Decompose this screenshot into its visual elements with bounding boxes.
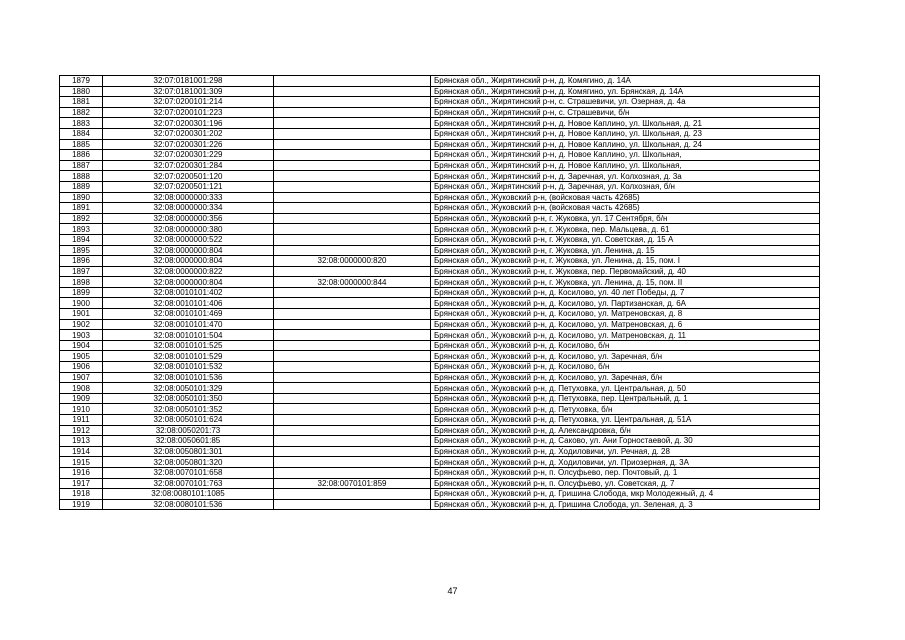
row-number: 1909 — [60, 393, 103, 404]
cadastral-number: 32:07:0200301:284 — [103, 160, 274, 171]
table-row — [60, 160, 820, 171]
row-number: 1906 — [60, 362, 103, 373]
address: Брянская обл., Жуковский р-н, п. Олсуфьево, ул. Советская, д. 7 — [431, 478, 820, 489]
table-row — [60, 467, 820, 478]
related-cadastral-number — [274, 415, 431, 426]
related-cadastral-number — [274, 128, 431, 139]
address: Брянская обл., Жуковский р-н, г. Жуковка, ул. Советская, д. 15 А — [431, 234, 820, 245]
cadastral-number: 32:08:0010101:529 — [103, 351, 274, 362]
related-cadastral-number — [274, 436, 431, 447]
cadastral-number: 32:08:0000000:804 — [103, 245, 274, 256]
row-number: 1911 — [60, 415, 103, 426]
table-row — [60, 86, 820, 97]
row-number: 1883 — [60, 118, 103, 129]
related-cadastral-number — [274, 383, 431, 394]
related-cadastral-number — [274, 372, 431, 383]
row-number: 1898 — [60, 277, 103, 288]
related-cadastral-number — [274, 266, 431, 277]
address: Брянская обл., Жирятинский р-н, д. Новое Каплино, ул. Школьная, — [431, 150, 820, 161]
cadastral-number: 32:07:0181001:298 — [103, 76, 274, 87]
cadastral-number: 32:08:0000000:804 — [103, 277, 274, 288]
table-row — [60, 192, 820, 203]
row-number: 1910 — [60, 404, 103, 415]
related-cadastral-number — [274, 404, 431, 415]
cadastral-number: 32:08:0000000:333 — [103, 192, 274, 203]
related-cadastral-number — [274, 118, 431, 129]
table-row — [60, 436, 820, 447]
row-number: 1889 — [60, 181, 103, 192]
table-row — [60, 287, 820, 298]
row-number: 1918 — [60, 489, 103, 500]
cadastral-number: 32:08:0070101:763 — [103, 478, 274, 489]
cadastral-number: 32:08:0050201:73 — [103, 425, 274, 436]
cadastral-number: 32:08:0000000:804 — [103, 256, 274, 267]
row-number: 1896 — [60, 256, 103, 267]
address: Брянская обл., Жуковский р-н, д. Ходиловичи, ул. Речная, д. 28 — [431, 446, 820, 457]
address: Брянская обл., Жирятинский р-н, д. Новое Каплино, ул. Школьная, — [431, 160, 820, 171]
related-cadastral-number — [274, 425, 431, 436]
table-row — [60, 203, 820, 214]
table-row — [60, 330, 820, 341]
address: Брянская обл., Жирятинский р-н, д. Новое Каплино, ул. Школьная, д. 24 — [431, 139, 820, 150]
row-number: 1905 — [60, 351, 103, 362]
address: Брянская обл., Жуковский р-н, д. Косилово, ул. Партизанская, д. 6А — [431, 298, 820, 309]
address: Брянская обл., Жирятинский р-н, д. Заречная, ул. Колхозная, д. 3а — [431, 171, 820, 182]
cadastral-number: 32:07:0181001:309 — [103, 86, 274, 97]
address: Брянская обл., Жуковский р-н, д. Косилово, ул. Заречная, б/н — [431, 372, 820, 383]
row-number: 1902 — [60, 319, 103, 330]
related-cadastral-number — [274, 234, 431, 245]
cadastral-number: 32:08:0000000:380 — [103, 224, 274, 235]
row-number: 1912 — [60, 425, 103, 436]
table-row — [60, 415, 820, 426]
related-cadastral-number — [274, 330, 431, 341]
address: Брянская обл., Жуковский р-н, п. Олсуфьево, пер. Почтовый, д. 1 — [431, 467, 820, 478]
cadastral-number: 32:08:0050101:350 — [103, 393, 274, 404]
address: Брянская обл., Жуковский р-н, г. Жуковка, ул. 17 Сентября, б/н — [431, 213, 820, 224]
address: Брянская обл., Жирятинский р-н, д. Новое Каплино, ул. Школьная, д. 21 — [431, 118, 820, 129]
related-cadastral-number — [274, 107, 431, 118]
row-number: 1916 — [60, 467, 103, 478]
cadastral-number: 32:08:0080101:536 — [103, 499, 274, 510]
cadastral-number: 32:08:0070101:658 — [103, 467, 274, 478]
address: Брянская обл., Жуковский р-н, д. Петуховка, пер. Центральный, д. 1 — [431, 393, 820, 404]
related-cadastral-number — [274, 309, 431, 320]
table-row — [60, 457, 820, 468]
cadastral-number: 32:07:0200301:196 — [103, 118, 274, 129]
cadastral-number: 32:07:0200101:214 — [103, 97, 274, 108]
row-number: 1919 — [60, 499, 103, 510]
address: Брянская обл., Жуковский р-н, г. Жуковка, ул. Ленина, д. 15, пом. I — [431, 256, 820, 267]
row-number: 1907 — [60, 372, 103, 383]
table-row — [60, 478, 820, 489]
table-row — [60, 393, 820, 404]
cadastral-number: 32:08:0010101:536 — [103, 372, 274, 383]
address: Брянская обл., Жуковский р-н, д. Саково, ул. Ани Горностаевой, д. 30 — [431, 436, 820, 447]
cadastral-number: 32:08:0050601:85 — [103, 436, 274, 447]
cadastral-number: 32:07:0200501:121 — [103, 181, 274, 192]
table-row — [60, 128, 820, 139]
table-row — [60, 181, 820, 192]
cadastral-number: 32:08:0010101:402 — [103, 287, 274, 298]
address: Брянская обл., Жуковский р-н, г. Жуковка, ул. Ленина, д. 15, пом. II — [431, 277, 820, 288]
related-cadastral-number — [274, 150, 431, 161]
table-row — [60, 298, 820, 309]
related-cadastral-number — [274, 489, 431, 500]
address: Брянская обл., Жуковский р-н, д. Ходиловичи, ул. Приозерная, д. 3А — [431, 457, 820, 468]
related-cadastral-number — [274, 362, 431, 373]
related-cadastral-number: 32:08:0000000:844 — [274, 277, 431, 288]
row-number: 1894 — [60, 234, 103, 245]
table-row — [60, 213, 820, 224]
related-cadastral-number — [274, 224, 431, 235]
related-cadastral-number — [274, 393, 431, 404]
row-number: 1880 — [60, 86, 103, 97]
cadastral-number: 32:07:0200301:202 — [103, 128, 274, 139]
cadastral-number: 32:08:0050101:624 — [103, 415, 274, 426]
related-cadastral-number — [274, 97, 431, 108]
table-row — [60, 139, 820, 150]
row-number: 1903 — [60, 330, 103, 341]
table-row — [60, 234, 820, 245]
related-cadastral-number — [274, 245, 431, 256]
table-row — [60, 351, 820, 362]
row-number: 1899 — [60, 287, 103, 298]
related-cadastral-number — [274, 340, 431, 351]
row-number: 1890 — [60, 192, 103, 203]
related-cadastral-number — [274, 86, 431, 97]
related-cadastral-number — [274, 171, 431, 182]
address: Брянская обл., Жирятинский р-н, с. Страшевичи, б/н — [431, 107, 820, 118]
row-number: 1885 — [60, 139, 103, 150]
related-cadastral-number — [274, 139, 431, 150]
table-row — [60, 499, 820, 510]
address: Брянская обл., Жуковский р-н, д. Косилово, ул. 40 лет Победы, д. 7 — [431, 287, 820, 298]
address: Брянская обл., Жуковский р-н, д. Косилово, ул. Матреновская, д. 6 — [431, 319, 820, 330]
address: Брянская обл., Жуковский р-н, д. Гришина Слобода, мкр Молодежный, д. 4 — [431, 489, 820, 500]
address: Брянская обл., Жирятинский р-н, д. Новое Каплино, ул. Школьная, д. 23 — [431, 128, 820, 139]
registry-table-body — [60, 76, 820, 510]
address: Брянская обл., Жуковский р-н, г. Жуковка, пер. Первомайский, д. 40 — [431, 266, 820, 277]
related-cadastral-number — [274, 446, 431, 457]
table-row — [60, 76, 820, 87]
row-number: 1886 — [60, 150, 103, 161]
related-cadastral-number — [274, 76, 431, 87]
address: Брянская обл., Жуковский р-н, д. Гришина Слобода, ул. Зеленая, д. 3 — [431, 499, 820, 510]
page-number: 47 — [447, 586, 458, 596]
cadastral-number: 32:08:0010101:469 — [103, 309, 274, 320]
table-row — [60, 309, 820, 320]
address: Брянская обл., Жуковский р-н, д. Петуховка, б/н — [431, 404, 820, 415]
address: Брянская обл., Жуковский р-н, д. Петуховка, ул. Центральная, д. 50 — [431, 383, 820, 394]
row-number: 1900 — [60, 298, 103, 309]
cadastral-number: 32:08:0000000:334 — [103, 203, 274, 214]
row-number: 1879 — [60, 76, 103, 87]
related-cadastral-number — [274, 351, 431, 362]
table-row — [60, 425, 820, 436]
cadastral-number: 32:08:0010101:525 — [103, 340, 274, 351]
address: Брянская обл., Жуковский р-н, д. Косилово, ул. Матреновская, д. 11 — [431, 330, 820, 341]
table-row — [60, 107, 820, 118]
row-number: 1891 — [60, 203, 103, 214]
address: Брянская обл., Жуковский р-н, (войсковая часть 42685) — [431, 203, 820, 214]
cadastral-number: 32:08:0010101:504 — [103, 330, 274, 341]
related-cadastral-number — [274, 192, 431, 203]
cadastral-number: 32:08:0010101:470 — [103, 319, 274, 330]
related-cadastral-number — [274, 319, 431, 330]
address: Брянская обл., Жирятинский р-н, д. Комягино, д. 14А — [431, 76, 820, 87]
table-row — [60, 372, 820, 383]
table-row — [60, 245, 820, 256]
related-cadastral-number — [274, 298, 431, 309]
row-number: 1915 — [60, 457, 103, 468]
address: Брянская обл., Жуковский р-н, г. Жуковка, пер. Мальцева, д. 61 — [431, 224, 820, 235]
address: Брянская обл., Жуковский р-н, д. Косилово, б/н — [431, 362, 820, 373]
related-cadastral-number — [274, 287, 431, 298]
address: Брянская обл., Жуковский р-н, д. Косилово, ул. Заречная, б/н — [431, 351, 820, 362]
table-row — [60, 256, 820, 267]
table-row — [60, 383, 820, 394]
row-number: 1904 — [60, 340, 103, 351]
cadastral-number: 32:08:0050101:329 — [103, 383, 274, 394]
table-row — [60, 489, 820, 500]
table-row — [60, 362, 820, 373]
cadastral-number: 32:08:0000000:522 — [103, 234, 274, 245]
cadastral-number: 32:08:0000000:356 — [103, 213, 274, 224]
address: Брянская обл., Жирятинский р-н, с. Страшевичи, ул. Озерная, д. 4а — [431, 97, 820, 108]
address: Брянская обл., Жуковский р-н, д. Косилово, ул. Матреновская, д. 8 — [431, 309, 820, 320]
table-row — [60, 404, 820, 415]
cadastral-number: 32:08:0010101:406 — [103, 298, 274, 309]
table-row — [60, 150, 820, 161]
table-row — [60, 277, 820, 288]
table-row — [60, 171, 820, 182]
related-cadastral-number — [274, 181, 431, 192]
address: Брянская обл., Жуковский р-н, (войсковая часть 42685) — [431, 192, 820, 203]
table-row — [60, 266, 820, 277]
table-row — [60, 118, 820, 129]
related-cadastral-number — [274, 203, 431, 214]
cadastral-number: 32:08:0080101:1085 — [103, 489, 274, 500]
related-cadastral-number: 32:08:0000000:820 — [274, 256, 431, 267]
address: Брянская обл., Жуковский р-н, г. Жуковка, ул. Ленина, д. 15 — [431, 245, 820, 256]
cadastral-number: 32:08:0050801:301 — [103, 446, 274, 457]
row-number: 1913 — [60, 436, 103, 447]
cadastral-number: 32:07:0200501:120 — [103, 171, 274, 182]
row-number: 1908 — [60, 383, 103, 394]
row-number: 1901 — [60, 309, 103, 320]
table-row — [60, 97, 820, 108]
table-row — [60, 224, 820, 235]
cadastral-number: 32:08:0050101:352 — [103, 404, 274, 415]
row-number: 1887 — [60, 160, 103, 171]
address: Брянская обл., Жуковский р-н, д. Петуховка, ул. Центральная, д. 51А — [431, 415, 820, 426]
table-row — [60, 340, 820, 351]
table-row — [60, 446, 820, 457]
address: Брянская обл., Жирятинский р-н, д. Заречная, ул. Колхозная, б/н — [431, 181, 820, 192]
address: Брянская обл., Жуковский р-н, д. Косилово, б/н — [431, 340, 820, 351]
row-number: 1897 — [60, 266, 103, 277]
row-number: 1884 — [60, 128, 103, 139]
cadastral-number: 32:07:0200101:223 — [103, 107, 274, 118]
row-number: 1893 — [60, 224, 103, 235]
cadastral-number: 32:08:0000000:822 — [103, 266, 274, 277]
related-cadastral-number — [274, 160, 431, 171]
row-number: 1917 — [60, 478, 103, 489]
related-cadastral-number — [274, 467, 431, 478]
registry-table — [59, 75, 820, 510]
row-number: 1895 — [60, 245, 103, 256]
related-cadastral-number: 32:08:0070101:859 — [274, 478, 431, 489]
address: Брянская обл., Жуковский р-н, д. Александровка, б/н — [431, 425, 820, 436]
cadastral-number: 32:08:0050801:320 — [103, 457, 274, 468]
row-number: 1892 — [60, 213, 103, 224]
row-number: 1882 — [60, 107, 103, 118]
related-cadastral-number — [274, 499, 431, 510]
related-cadastral-number — [274, 213, 431, 224]
table-row — [60, 319, 820, 330]
row-number: 1881 — [60, 97, 103, 108]
row-number: 1888 — [60, 171, 103, 182]
row-number: 1914 — [60, 446, 103, 457]
cadastral-number: 32:07:0200301:229 — [103, 150, 274, 161]
related-cadastral-number — [274, 457, 431, 468]
cadastral-number: 32:08:0010101:532 — [103, 362, 274, 373]
address: Брянская обл., Жирятинский р-н, д. Комягино, ул. Брянская, д. 14А — [431, 86, 820, 97]
cadastral-number: 32:07:0200301:226 — [103, 139, 274, 150]
